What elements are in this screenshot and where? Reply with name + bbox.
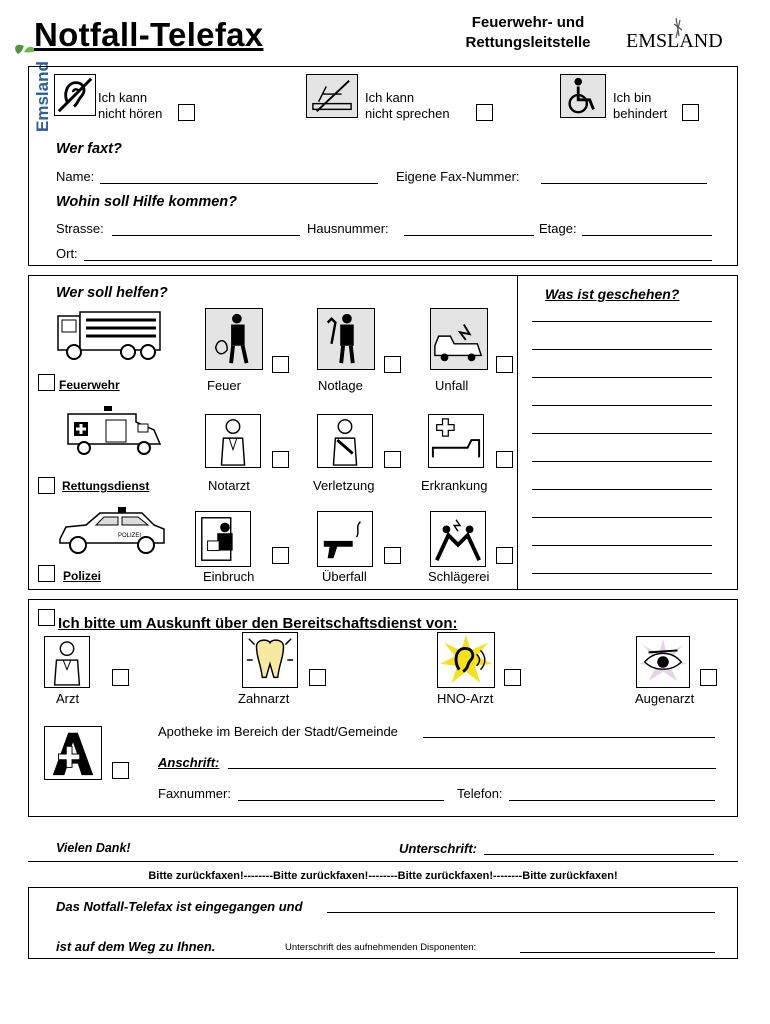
robbery-label: Überfall: [322, 569, 367, 584]
page-title: Notfall-Telefax: [34, 16, 264, 53]
brand-logo-text: EMSLAND: [626, 30, 723, 52]
ambulance-icon: [64, 404, 164, 458]
deaf-ear-icon: [54, 74, 96, 116]
received-text: Das Notfall-Telefax ist eingegangen und: [56, 899, 303, 914]
who-heading: Wer faxt?: [56, 141, 122, 157]
robbery-checkbox[interactable]: [384, 547, 401, 564]
oncall-ent-checkbox[interactable]: [504, 669, 521, 686]
city-label: Ort:: [56, 246, 78, 261]
service-rescue-label: Rettungsdienst: [62, 479, 150, 493]
accident-label: Unfall: [435, 378, 469, 393]
logo-text: Emsland: [33, 61, 52, 132]
header-center-line2: Rettungsleitstelle: [465, 34, 591, 51]
happened-line[interactable]: [532, 573, 712, 574]
injury-label: Verletzung: [313, 478, 375, 493]
happened-line[interactable]: [532, 405, 712, 406]
mute-speech-icon: [306, 74, 358, 118]
fire-checkbox[interactable]: [272, 356, 289, 373]
service-fire-checkbox[interactable]: [38, 374, 55, 391]
burglary-icon: [195, 511, 251, 567]
oncall-heading: Ich bitte um Auskunft über den Bereitschaftsdienst von:: [58, 615, 458, 632]
accident-checkbox[interactable]: [496, 356, 513, 373]
impairment-disabled-checkbox[interactable]: [682, 104, 699, 121]
happened-heading: Was ist geschehen?: [545, 286, 680, 302]
oncall-fax-field[interactable]: [238, 800, 444, 801]
name-field[interactable]: [100, 183, 378, 184]
service-rescue-checkbox[interactable]: [38, 477, 55, 494]
dispatcher-field[interactable]: [520, 952, 715, 953]
street-label: Strasse:: [56, 221, 104, 236]
happened-line[interactable]: [532, 461, 712, 462]
car-accident-icon: [430, 308, 488, 370]
doctor-checkbox[interactable]: [272, 451, 289, 468]
impairment-disabled-line2: behindert: [613, 106, 668, 121]
illness-bed-icon: [428, 414, 484, 468]
brawl-icon: [430, 511, 486, 567]
happened-line[interactable]: [532, 545, 712, 546]
impairment-hear-line1: Ich kann: [98, 90, 148, 105]
received-field[interactable]: [327, 912, 715, 913]
oncall-eye-checkbox[interactable]: [700, 669, 717, 686]
where-heading: Wohin soll Hilfe kommen?: [56, 194, 237, 210]
oncall-dentist-label: Zahnarzt: [238, 691, 290, 706]
oncall-ent-label: HNO-Arzt: [437, 691, 494, 706]
city-field[interactable]: [84, 260, 712, 261]
happened-line[interactable]: [532, 377, 712, 378]
impairment-hear-line2: nicht hören: [98, 106, 163, 121]
fax-number-label: Eigene Fax-Nummer:: [396, 169, 520, 184]
service-police-label: Polizei: [63, 569, 102, 583]
fax-back-text: Bitte zurückfaxen!--------Bitte zurückfaxen!--------Bitte zurückfaxen!--------Bitte zurückfaxen!: [148, 870, 618, 882]
happened-line[interactable]: [532, 489, 712, 490]
police-car-icon: [56, 505, 168, 557]
signature-label: Unterschrift:: [399, 841, 478, 856]
emergency-checkbox[interactable]: [384, 356, 401, 373]
injury-icon: [317, 414, 373, 468]
oncall-doctor-label: Arzt: [56, 691, 80, 706]
happened-line[interactable]: [532, 349, 712, 350]
illness-checkbox[interactable]: [496, 451, 513, 468]
footer-separator: [28, 861, 738, 862]
impairment-speak-checkbox[interactable]: [476, 104, 493, 121]
phone-field[interactable]: [509, 800, 715, 801]
service-fire-label: Feuerwehr: [59, 378, 120, 392]
house-number-field[interactable]: [404, 235, 534, 236]
pharmacy-icon: [44, 726, 102, 780]
ent-ear-icon: [437, 632, 495, 688]
help-heading: Wer soll helfen?: [56, 285, 168, 301]
dispatcher-label: Unterschrift des aufnehmenden Disponenten:: [285, 942, 477, 953]
tooth-icon: [242, 632, 298, 688]
eye-icon: [636, 636, 690, 688]
impairment-speak-line1: Ich kann: [365, 90, 415, 105]
doctor-label: Notarzt: [208, 478, 250, 493]
thanks-text: Vielen Dank!: [56, 841, 131, 855]
oncall-checkbox[interactable]: [38, 609, 55, 626]
street-field[interactable]: [112, 235, 300, 236]
burglary-label: Einbruch: [203, 569, 255, 584]
happened-line[interactable]: [532, 433, 712, 434]
name-label: Name:: [56, 169, 95, 184]
emergency-person-icon: [317, 308, 375, 370]
fire-person-icon: [205, 308, 263, 370]
signature-field[interactable]: [484, 854, 714, 855]
robbery-gun-icon: [317, 511, 373, 567]
oncall-dentist-checkbox[interactable]: [309, 669, 326, 686]
impairment-disabled-line1: Ich bin: [613, 90, 652, 105]
oncall-doctor-checkbox[interactable]: [112, 669, 129, 686]
floor-field[interactable]: [582, 235, 712, 236]
happened-line[interactable]: [532, 517, 712, 518]
wheelchair-icon: [560, 74, 606, 118]
emsland-brand-logo: [624, 14, 734, 60]
general-doctor-icon: [44, 636, 90, 688]
impairment-speak-line2: nicht sprechen: [365, 106, 450, 121]
address-label: Anschrift:: [158, 755, 220, 770]
emergency-label: Notlage: [318, 378, 363, 393]
house-number-label: Hausnummer:: [307, 221, 389, 236]
police-car-text: POLIZEI: [118, 533, 142, 539]
pharmacy-label: Apotheke im Bereich der Stadt/Gemeinde: [158, 724, 398, 739]
header-center-line1: Feuerwehr- und: [471, 14, 585, 31]
illness-label: Erkrankung: [421, 478, 488, 493]
fire-truck-icon: [56, 308, 168, 364]
doctor-icon: [205, 414, 261, 468]
fire-label: Feuer: [207, 378, 241, 393]
injury-checkbox[interactable]: [384, 451, 401, 468]
floor-label: Etage:: [539, 221, 577, 236]
impairment-hear-checkbox[interactable]: [178, 104, 195, 121]
pharmacy-field[interactable]: [423, 737, 715, 738]
fax-number-field[interactable]: [541, 183, 707, 184]
burglary-checkbox[interactable]: [272, 547, 289, 564]
brawl-checkbox[interactable]: [496, 547, 513, 564]
happened-line[interactable]: [532, 321, 712, 322]
phone-label: Telefon:: [457, 786, 503, 801]
pharmacy-checkbox[interactable]: [112, 762, 129, 779]
address-field[interactable]: [228, 768, 716, 769]
brawl-label: Schlägerei: [428, 569, 490, 584]
oncall-eye-label: Augenarzt: [635, 691, 695, 706]
oncall-fax-label: Faxnummer:: [158, 786, 231, 801]
on-the-way-text: ist auf dem Weg zu Ihnen.: [56, 939, 216, 954]
service-police-checkbox[interactable]: [38, 565, 55, 582]
section-divider: [517, 275, 518, 590]
